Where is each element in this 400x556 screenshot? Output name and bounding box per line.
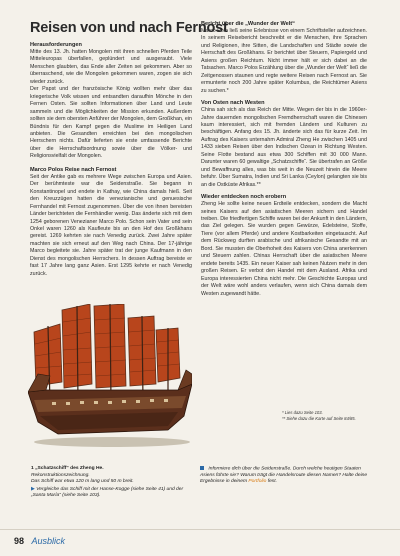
page-number: 98 [14,536,25,546]
caption-title-line [31,466,191,473]
treasure-ship-illustration [28,304,192,452]
caption-line: Rekonstruktionszeichnung. [31,472,90,478]
paragraph: Der Papst und der französische König wollten mehr über das kriegerische Volk wissen und entsandten daraufhin Mönche in den Fernen Osten. Sie sollten Informationen über Land und Leute sammeln und die Möglichkeiten der Mission erkunden. Außerdem sollten sie dem obersten Anführer der Mongolen, dem Großkhan, ein Bündnis für den Kampf gegen die Muslime im Heiligen Land anbieten. Die Gesandten erreichten bei den mongolischen Herrschern nichts. Dafür lieferten sie erste umfassende Berichte über die Herrschaftsordnung sowie über die Völker- und Religionsvielfalt der Mongolen. [30,86,192,160]
square-bullet-icon [200,466,204,470]
task-text: Informiere dich über die Seidenstraße. Durch welche heutigen Staaten Asiens führte sie? Warum trägt die Handelsroute diesen Namen? Halte deine Ergebnisse in deinem [200,466,368,485]
page-title: Reisen von und nach Fernost [30,20,228,36]
subheading-marco-polo: Marco Polos Reise nach Fernost [30,166,117,173]
subheading-von-osten: Von Osten nach Westen [201,100,265,107]
section-name: Ausblick [31,536,66,546]
paragraph: Mitte des 13. Jh. hatten Mongolen mit ihren schnellen Pferden Teile Mitteleuropas überfallen, geplündert und ausgeraubt. Viele Menschen glaubten, das Ende aller Zeiten sei gekommen. Aber so überraschend, wie die Mongolen gekommen waren, zogen sie sich wieder zurück. [30,49,192,85]
paragraph: Marco Polo ließ seine Erlebnisse von einem Schriftsteller aufzeichnen. In seinem Reisebericht beschreibt er die Menschen, ihre Sprachen und Religionen, ihre Sitten, die Landschaften und Städte sowie die Herrschaft des Großkhans. Er berichtet über Steuern, Papiergeld und Asiens großen Reichtum. Nicht immer hält er sich dabei an die Tatsachen. Marco Polos Erzählung über die „Wunder der Welt“ ließ die Zeitgenossen staunen und regte weitere Reisen nach Fernost an. Sie ermunterte noch 200 Jahre später Kolumbus, die Reichtümer Asiens zu suchen.* [201,28,367,94]
paragraph: China sah sich als das Reich der Mitte. Wegen der bis in die 1960er-Jahre dauernden mongolischen Fremdherrschaft waren die Chinesen kaum interessiert, sich mit fremden Ländern und Kulturen zu beschäftigen. Anfang des 15. Jh. änderte sich das für kurze Zeit. Im Auftrag des Kaisers unternahm Admiral Zheng He zwischen 1405 und 1433 sieben Reisen über den Indischen Ozean in Richtung Westen. Seine Flotte bestand aus etwa 300 Schiffen mit 30 000 Mann. Darunter waren 60 gewaltige „Schatzschiffe“. Sie übertrafen an Größe und Bewaffnung alles, was bis weit in die Neuzeit hinein die Meere befuhr. Über Sumatra, Indien und Sri Lanka (Ceylon) gelangten sie bis an die Ostküste Afrikas.** [201,107,367,188]
subheading-herausforderungen: Herausforderungen [30,42,82,48]
footer-divider [0,529,400,530]
task-box [200,466,372,486]
left-column [30,20,228,278]
paragraph: Seit der Antike gab es mehrere Wege zwischen Europa und Asien. Der berühmteste war die Seidenstraße. Sie begann in Konstantinopel und endete in Kathay, wie China damals hieß. Seit den Kreuzzügen hatten die venezianische und genuesische Fernhandel mit Fernost zugenommen. Über die von ihnen bereisten Länder berichteten die Fernhändler wenig. Das änderte sich mit dem 1254 geborenen Venezianer Marco Polo. Schon sein Vater und sein Onkel waren 1260 als Kaufleute bis an den Hof des Großkhans gereist. 1269 kehrten sie nach Venedig zurück. Zwei Jahre später machten sie sich erneut auf den Weg nach China. Der 17-jährige Marco begleitete sie. Jahre später trat der junge Kaufmann in den Dienst des mongolischen Herrschers. In dessen Auftrag bereiste er fast 17 Jahre lang ganz Asien. Erst 1295 kehrte er nach Venedig zurück. [30,173,192,277]
footnote: * Lies dazu Seite 103. [282,410,323,415]
right-column [201,21,367,298]
caption-task [31,486,191,500]
page-footer [14,536,65,546]
paragraph: Zheng He sollte keine neuen Erdteile entdecken, sondern die Macht seines Kaisers auf den asiatischen Meeren sichern und Handel treiben. Die friedfertigen Schiffe waren bei der Ankunft in den Ländern, das Ziel gelegen. Sie wurden gegen Gewürze, Edelsteine, Stoffe, Tiere (vor allem Pferde) und andere Kostbarkeiten eingetauscht. Auf dem Rückweg durften arabische und afrikanische Gesandte mit an Bord. Sie mussten die Oberhoheit des Kaisers von China anerkennen und Steuern zahlen. Chinas Herrschaft über die asiatischen Meere endete bereits 1435. Ein neuer Kaiser sah keinen Nutzen mehr in den großen Reisen. Er verbot den Handel mit dem Ausland. Afrika und Europa interessierten China nicht mehr. Die Geschichte Europas und der Welt wäre wohl anders verlaufen, wenn sich China damals dem Westen zugewandt hätte. [201,201,367,297]
ship-shadow [34,437,190,447]
subheading-bericht: Bericht über die „Wunder der Welt“ [201,21,295,27]
footnote: ** Siehe dazu die Karte auf Seite 84/85. [282,416,356,421]
caption-line: Vergleiche das Schiff mit der Hanse-Kogge (siehe Seite 41) und der „Santa María“ (siehe Seite 103). [31,486,184,499]
subheading-wieder-entdecken: Wieder entdecken noch erobern [201,194,287,201]
caption-title: „Schatzschiff“ des Zheng He. [35,466,104,471]
triangle-icon: ▶ [31,485,35,492]
caption-line: Das Schiff war etwa 120 m lang und 50 m breit. [31,479,134,485]
caption-number: 1 [31,466,34,471]
figure-caption [31,466,191,500]
footnotes [282,410,392,422]
portfolio-link[interactable]: Portfolio [248,479,267,485]
task-text-end: fest. [267,479,277,485]
sails [34,304,180,388]
